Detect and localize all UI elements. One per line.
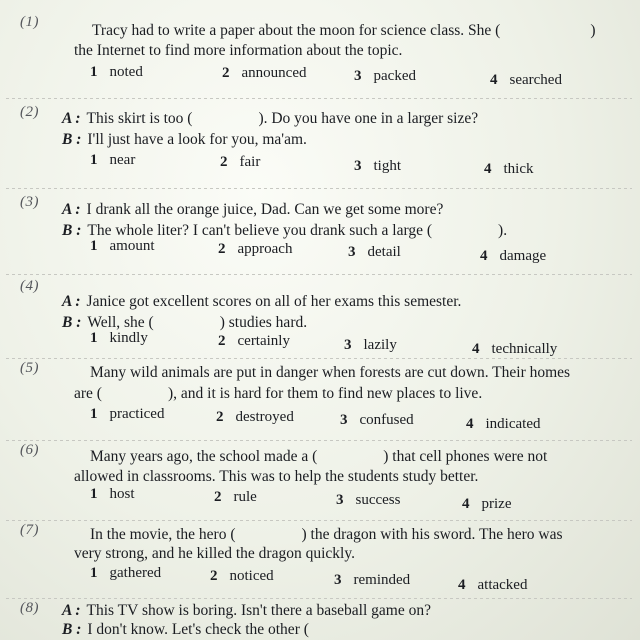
option-number: 3 (334, 572, 342, 588)
question-number: (8) (20, 600, 39, 616)
question-text: I drank all the orange juice, Dad. Can we get some more? (86, 201, 444, 218)
option-number: 4 (490, 72, 498, 88)
question-text: ) the dragon with his sword. The hero was (301, 526, 563, 543)
option-text: confused (359, 412, 414, 428)
option-text: searched (509, 72, 562, 88)
question-text-line (90, 448, 547, 466)
option-4[interactable] (472, 341, 557, 358)
option-3[interactable] (354, 158, 401, 175)
option-2[interactable] (218, 241, 292, 258)
question-number: (6) (20, 442, 39, 458)
option-text: near (109, 152, 136, 168)
question-text: The whole liter? I can't believe you drank such a large ( (87, 222, 433, 239)
question-text: Many wild animals are put in danger when forests are cut down. Their homes (90, 364, 571, 381)
option-3[interactable] (340, 412, 414, 429)
question-divider (6, 274, 632, 275)
question-text: Tracy had to write a paper about the moon for science class. She ( (92, 22, 501, 39)
option-text: noted (109, 64, 143, 80)
question-text: ). Do you have one in a larger size? (258, 110, 479, 127)
option-text: thick (503, 161, 534, 177)
question-divider (6, 98, 632, 99)
option-number: 4 (466, 416, 474, 432)
option-1[interactable] (90, 152, 135, 169)
option-text: indicated (485, 416, 541, 432)
option-text: detail (367, 244, 401, 260)
answer-options (0, 406, 640, 432)
question-number: (7) (20, 522, 39, 538)
speaker-label: A : (62, 602, 81, 619)
option-number: 1 (90, 64, 98, 80)
question-number: (1) (20, 14, 39, 30)
question-divider (6, 440, 632, 441)
option-text: attacked (477, 577, 528, 593)
option-number: 3 (336, 492, 344, 508)
option-1[interactable] (90, 330, 148, 347)
question-text-line (74, 42, 402, 60)
option-number: 2 (218, 333, 226, 349)
question-text: ), and it is hard for them to find new places to live. (167, 385, 483, 402)
answer-options (0, 486, 640, 512)
option-number: 2 (216, 409, 224, 425)
answer-options (0, 565, 640, 593)
speaker-label: B : (62, 222, 82, 239)
option-number: 2 (220, 154, 228, 170)
question-divider (6, 520, 632, 521)
question-text: Janice got excellent scores on all of her exams this semester. (86, 293, 462, 310)
speaker-label: A : (62, 201, 81, 218)
option-4[interactable] (458, 577, 527, 594)
option-text: rule (233, 489, 257, 505)
question-number: (3) (20, 194, 39, 210)
question-number: (4) (20, 278, 39, 294)
option-text: host (109, 486, 135, 502)
option-text: amount (109, 238, 155, 254)
option-2[interactable] (220, 154, 260, 171)
speaker-label: B : (62, 621, 82, 638)
option-1[interactable] (90, 486, 135, 503)
question-text: I'll just have a look for you, ma'am. (87, 131, 307, 148)
speaker-a-line (62, 201, 443, 219)
option-4[interactable] (462, 496, 511, 513)
option-number: 4 (458, 577, 466, 593)
option-text: kindly (109, 330, 148, 346)
question-text: are ( (74, 385, 102, 402)
speaker-label: A : (62, 293, 81, 310)
question-text-line (74, 545, 355, 563)
question-text: Many years ago, the school made a ( (90, 448, 318, 465)
speaker-b-line (62, 131, 307, 149)
question-text: ). (498, 222, 508, 239)
option-text: packed (373, 68, 416, 84)
option-4[interactable] (480, 248, 546, 265)
speaker-label: B : (62, 314, 82, 331)
option-3[interactable] (344, 337, 397, 354)
option-2[interactable] (214, 489, 257, 506)
option-number: 1 (90, 406, 98, 422)
question-text: ) that cell phones were not (383, 448, 548, 465)
question-text: This TV show is boring. Isn't there a baseball game on? (86, 602, 431, 619)
option-text: lazily (363, 337, 397, 353)
option-text: success (355, 492, 401, 508)
option-text: damage (499, 248, 547, 264)
question-text: allowed in classrooms. This was to help the students study better. (74, 468, 479, 485)
question-divider (6, 358, 632, 359)
option-3[interactable] (354, 68, 416, 85)
option-3[interactable] (336, 492, 401, 509)
option-number: 4 (472, 341, 480, 357)
question-number: (2) (20, 104, 39, 120)
answer-options (0, 152, 640, 177)
question-divider (6, 188, 632, 189)
option-text: announced (241, 65, 307, 81)
option-number: 3 (348, 244, 356, 260)
option-number: 2 (210, 568, 218, 584)
option-1[interactable] (90, 238, 155, 255)
answer-options (0, 64, 640, 86)
option-number: 2 (222, 65, 230, 81)
question-text: Well, she ( (87, 314, 154, 331)
option-number: 1 (90, 152, 98, 168)
speaker-label: A : (62, 110, 81, 127)
option-text: reminded (353, 572, 411, 588)
blank-close: ) (590, 22, 596, 39)
option-text: tight (373, 158, 402, 174)
option-number: 1 (90, 565, 98, 581)
option-number: 4 (462, 496, 470, 512)
question-text-line (74, 468, 478, 486)
option-number: 1 (90, 330, 98, 346)
option-2[interactable] (222, 65, 306, 82)
speaker-a-line (62, 110, 478, 128)
speaker-a-line (62, 602, 431, 620)
option-text: noticed (229, 568, 274, 584)
option-2[interactable] (218, 333, 290, 350)
question-text-line (92, 22, 596, 40)
option-number: 3 (340, 412, 348, 428)
speaker-b-line (62, 621, 309, 639)
option-text: fair (239, 154, 261, 170)
option-4[interactable] (484, 161, 534, 178)
option-3[interactable] (334, 572, 410, 589)
option-4[interactable] (466, 416, 540, 433)
option-number: 2 (218, 241, 226, 257)
option-1[interactable] (90, 64, 143, 81)
option-number: 3 (354, 68, 362, 84)
option-2[interactable] (210, 568, 274, 585)
option-text: prize (481, 496, 512, 512)
question-text: the Internet to find more information about the topic. (74, 42, 403, 59)
option-number: 4 (484, 161, 492, 177)
question-text: In the movie, the hero ( (90, 526, 236, 543)
answer-options (0, 330, 640, 357)
option-2[interactable] (216, 409, 294, 426)
option-text: technically (491, 341, 558, 357)
option-3[interactable] (348, 244, 401, 261)
option-text: practiced (109, 406, 165, 422)
question-text: I don't know. Let's check the other ( (87, 621, 309, 638)
question-text-line (74, 385, 482, 403)
option-text: certainly (237, 333, 290, 349)
option-number: 1 (90, 238, 98, 254)
option-number: 1 (90, 486, 98, 502)
option-text: gathered (109, 565, 162, 581)
question-divider (6, 598, 632, 599)
option-4[interactable] (490, 72, 562, 89)
option-number: 3 (344, 337, 352, 353)
option-number: 4 (480, 248, 488, 264)
question-text-line (90, 526, 563, 544)
question-text: This skirt is too ( (86, 110, 193, 127)
question-text: ) studies hard. (219, 314, 308, 331)
question-text-line (90, 364, 570, 382)
option-number: 3 (354, 158, 362, 174)
option-text: destroyed (235, 409, 294, 425)
question-text: very strong, and he killed the dragon quickly. (74, 545, 355, 562)
option-1[interactable] (90, 565, 161, 582)
option-text: approach (237, 241, 293, 257)
option-number: 2 (214, 489, 222, 505)
option-1[interactable] (90, 406, 164, 423)
answer-options (0, 238, 640, 264)
speaker-a-line (62, 293, 461, 311)
question-number: (5) (20, 360, 39, 376)
speaker-label: B : (62, 131, 82, 148)
